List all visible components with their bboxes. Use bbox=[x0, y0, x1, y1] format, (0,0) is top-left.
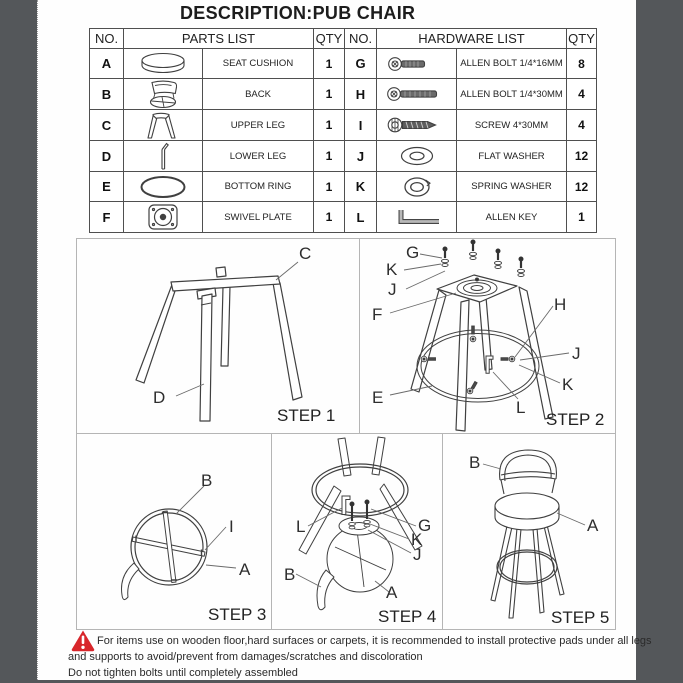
assembly-steps-grid bbox=[76, 238, 616, 630]
hw-name-cell: SPRING WASHER bbox=[457, 172, 567, 202]
lower-leg-icon bbox=[133, 141, 193, 171]
header-no2: NO. bbox=[345, 29, 377, 49]
callout-g: G bbox=[406, 243, 420, 262]
allen-bolt-16-icon bbox=[382, 53, 452, 75]
callout-a: A bbox=[239, 560, 251, 579]
part-qty-cell: 1 bbox=[314, 141, 345, 172]
hw-qty-cell: 4 bbox=[567, 79, 597, 110]
hw-name-cell: ALLEN KEY bbox=[457, 202, 567, 233]
table-row bbox=[90, 79, 597, 110]
step3-panel bbox=[77, 434, 272, 629]
hw-qty-cell: 8 bbox=[567, 49, 597, 79]
upper-leg-icon bbox=[133, 110, 193, 140]
hw-qty-cell: 4 bbox=[567, 110, 597, 141]
callout-b: B bbox=[469, 453, 481, 472]
step4-label: STEP 4 bbox=[378, 607, 437, 626]
hw-icon-cell bbox=[377, 172, 457, 202]
callout-f: F bbox=[372, 305, 383, 324]
callout-b: B bbox=[201, 471, 213, 490]
part-no-cell: B bbox=[90, 79, 124, 110]
part-no-cell: D bbox=[90, 141, 124, 172]
part-icon-cell bbox=[124, 141, 203, 172]
hw-icon-cell bbox=[377, 49, 457, 79]
seat-cushion-icon bbox=[133, 50, 193, 78]
part-qty-cell: 1 bbox=[314, 202, 345, 233]
hw-icon-cell bbox=[377, 202, 457, 233]
callout-j: J bbox=[388, 280, 397, 299]
hw-name-cell: SCREW 4*30MM bbox=[457, 110, 567, 141]
callout-i: I bbox=[229, 517, 234, 536]
callout-l: L bbox=[516, 398, 526, 417]
table-header-row bbox=[90, 29, 597, 49]
part-icon-cell bbox=[124, 49, 203, 79]
callout-l: L bbox=[296, 517, 306, 536]
hw-qty-cell: 1 bbox=[567, 202, 597, 233]
callout-h: H bbox=[554, 295, 567, 314]
table-row bbox=[90, 141, 597, 172]
callout-k: K bbox=[386, 260, 398, 279]
part-no-cell: A bbox=[90, 49, 124, 79]
part-name-cell: BOTTOM RING bbox=[203, 172, 314, 202]
header-hardware-list: HARDWARE LIST bbox=[377, 29, 567, 49]
part-qty-cell: 1 bbox=[314, 49, 345, 79]
hw-no-cell: J bbox=[345, 141, 377, 172]
table-row bbox=[90, 202, 597, 233]
step1-label: STEP 1 bbox=[277, 406, 336, 425]
callout-d: D bbox=[153, 388, 166, 407]
step1-diagram bbox=[77, 239, 360, 434]
step5-panel bbox=[443, 434, 616, 629]
hw-name-cell: ALLEN BOLT 1/4*16MM bbox=[457, 49, 567, 79]
header-parts-list: PARTS LIST bbox=[124, 29, 314, 49]
hw-no-cell: K bbox=[345, 172, 377, 202]
part-no-cell: F bbox=[90, 202, 124, 233]
part-name-cell: UPPER LEG bbox=[203, 110, 314, 141]
callout-k: K bbox=[411, 530, 423, 549]
step4-panel bbox=[272, 434, 443, 629]
hw-qty-cell: 12 bbox=[567, 172, 597, 202]
table-row bbox=[90, 110, 597, 141]
step3-label: STEP 3 bbox=[208, 605, 267, 624]
hw-no-cell: I bbox=[345, 110, 377, 141]
callout-g: G bbox=[418, 516, 432, 535]
note-line-2: and supports to avoid/prevent from damages/scratches and discoloration bbox=[68, 651, 423, 663]
step2-diagram bbox=[360, 239, 616, 434]
back-icon bbox=[133, 79, 193, 109]
header-no: NO. bbox=[90, 29, 124, 49]
step3-diagram bbox=[77, 434, 272, 629]
header-qty: QTY bbox=[314, 29, 345, 49]
part-no-cell: C bbox=[90, 110, 124, 141]
step2-panel bbox=[360, 239, 616, 434]
hw-icon-cell bbox=[377, 110, 457, 141]
callout-k2: K bbox=[562, 375, 574, 394]
screw-icon bbox=[382, 114, 452, 136]
part-name-cell: LOWER LEG bbox=[203, 141, 314, 172]
callout-e: E bbox=[372, 388, 384, 407]
allen-bolt-30-icon bbox=[382, 83, 452, 105]
hw-qty-cell: 12 bbox=[567, 141, 597, 172]
callout-a: A bbox=[587, 516, 599, 535]
callout-j2: J bbox=[572, 344, 581, 363]
part-icon-cell bbox=[124, 79, 203, 110]
warning-icon bbox=[71, 629, 95, 652]
part-name-cell: BACK bbox=[203, 79, 314, 110]
part-icon-cell bbox=[124, 110, 203, 141]
step5-label: STEP 5 bbox=[551, 608, 610, 627]
parts-hardware-table bbox=[89, 28, 597, 233]
hw-no-cell: H bbox=[345, 79, 377, 110]
table-row bbox=[90, 172, 597, 202]
bottom-ring-icon bbox=[133, 173, 193, 201]
callout-c: C bbox=[299, 244, 312, 263]
hw-icon-cell bbox=[377, 79, 457, 110]
step2-label: STEP 2 bbox=[546, 410, 605, 429]
swivel-plate-icon bbox=[133, 202, 193, 232]
spring-washer-icon bbox=[387, 173, 447, 201]
part-qty-cell: 1 bbox=[314, 110, 345, 141]
callout-j: J bbox=[413, 545, 422, 564]
note-line-1: For items use on wooden floor,hard surfaces or carpets, it is recommended to install protective pads under all legs bbox=[97, 635, 652, 647]
hw-name-cell: ALLEN BOLT 1/4*30MM bbox=[457, 79, 567, 110]
part-qty-cell: 1 bbox=[314, 79, 345, 110]
part-name-cell: SEAT CUSHION bbox=[203, 49, 314, 79]
callout-a: A bbox=[386, 583, 398, 602]
flat-washer-icon bbox=[387, 143, 447, 169]
part-name-cell: SWIVEL PLATE bbox=[203, 202, 314, 233]
callout-b: B bbox=[284, 565, 296, 584]
header-qty2: QTY bbox=[567, 29, 597, 49]
part-icon-cell bbox=[124, 172, 203, 202]
step1-panel bbox=[77, 239, 360, 434]
part-no-cell: E bbox=[90, 172, 124, 202]
instruction-sheet bbox=[37, 0, 652, 680]
hw-name-cell: FLAT WASHER bbox=[457, 141, 567, 172]
table-row bbox=[90, 49, 597, 79]
hw-no-cell: L bbox=[345, 202, 377, 233]
document-title: DESCRIPTION:PUB CHAIR bbox=[180, 3, 416, 23]
allen-key-icon bbox=[387, 205, 447, 229]
part-icon-cell bbox=[124, 202, 203, 233]
hw-icon-cell bbox=[377, 141, 457, 172]
hw-no-cell: G bbox=[345, 49, 377, 79]
part-qty-cell: 1 bbox=[314, 172, 345, 202]
note-line-3: Do not tighten bolts until completely assembled bbox=[68, 667, 298, 679]
